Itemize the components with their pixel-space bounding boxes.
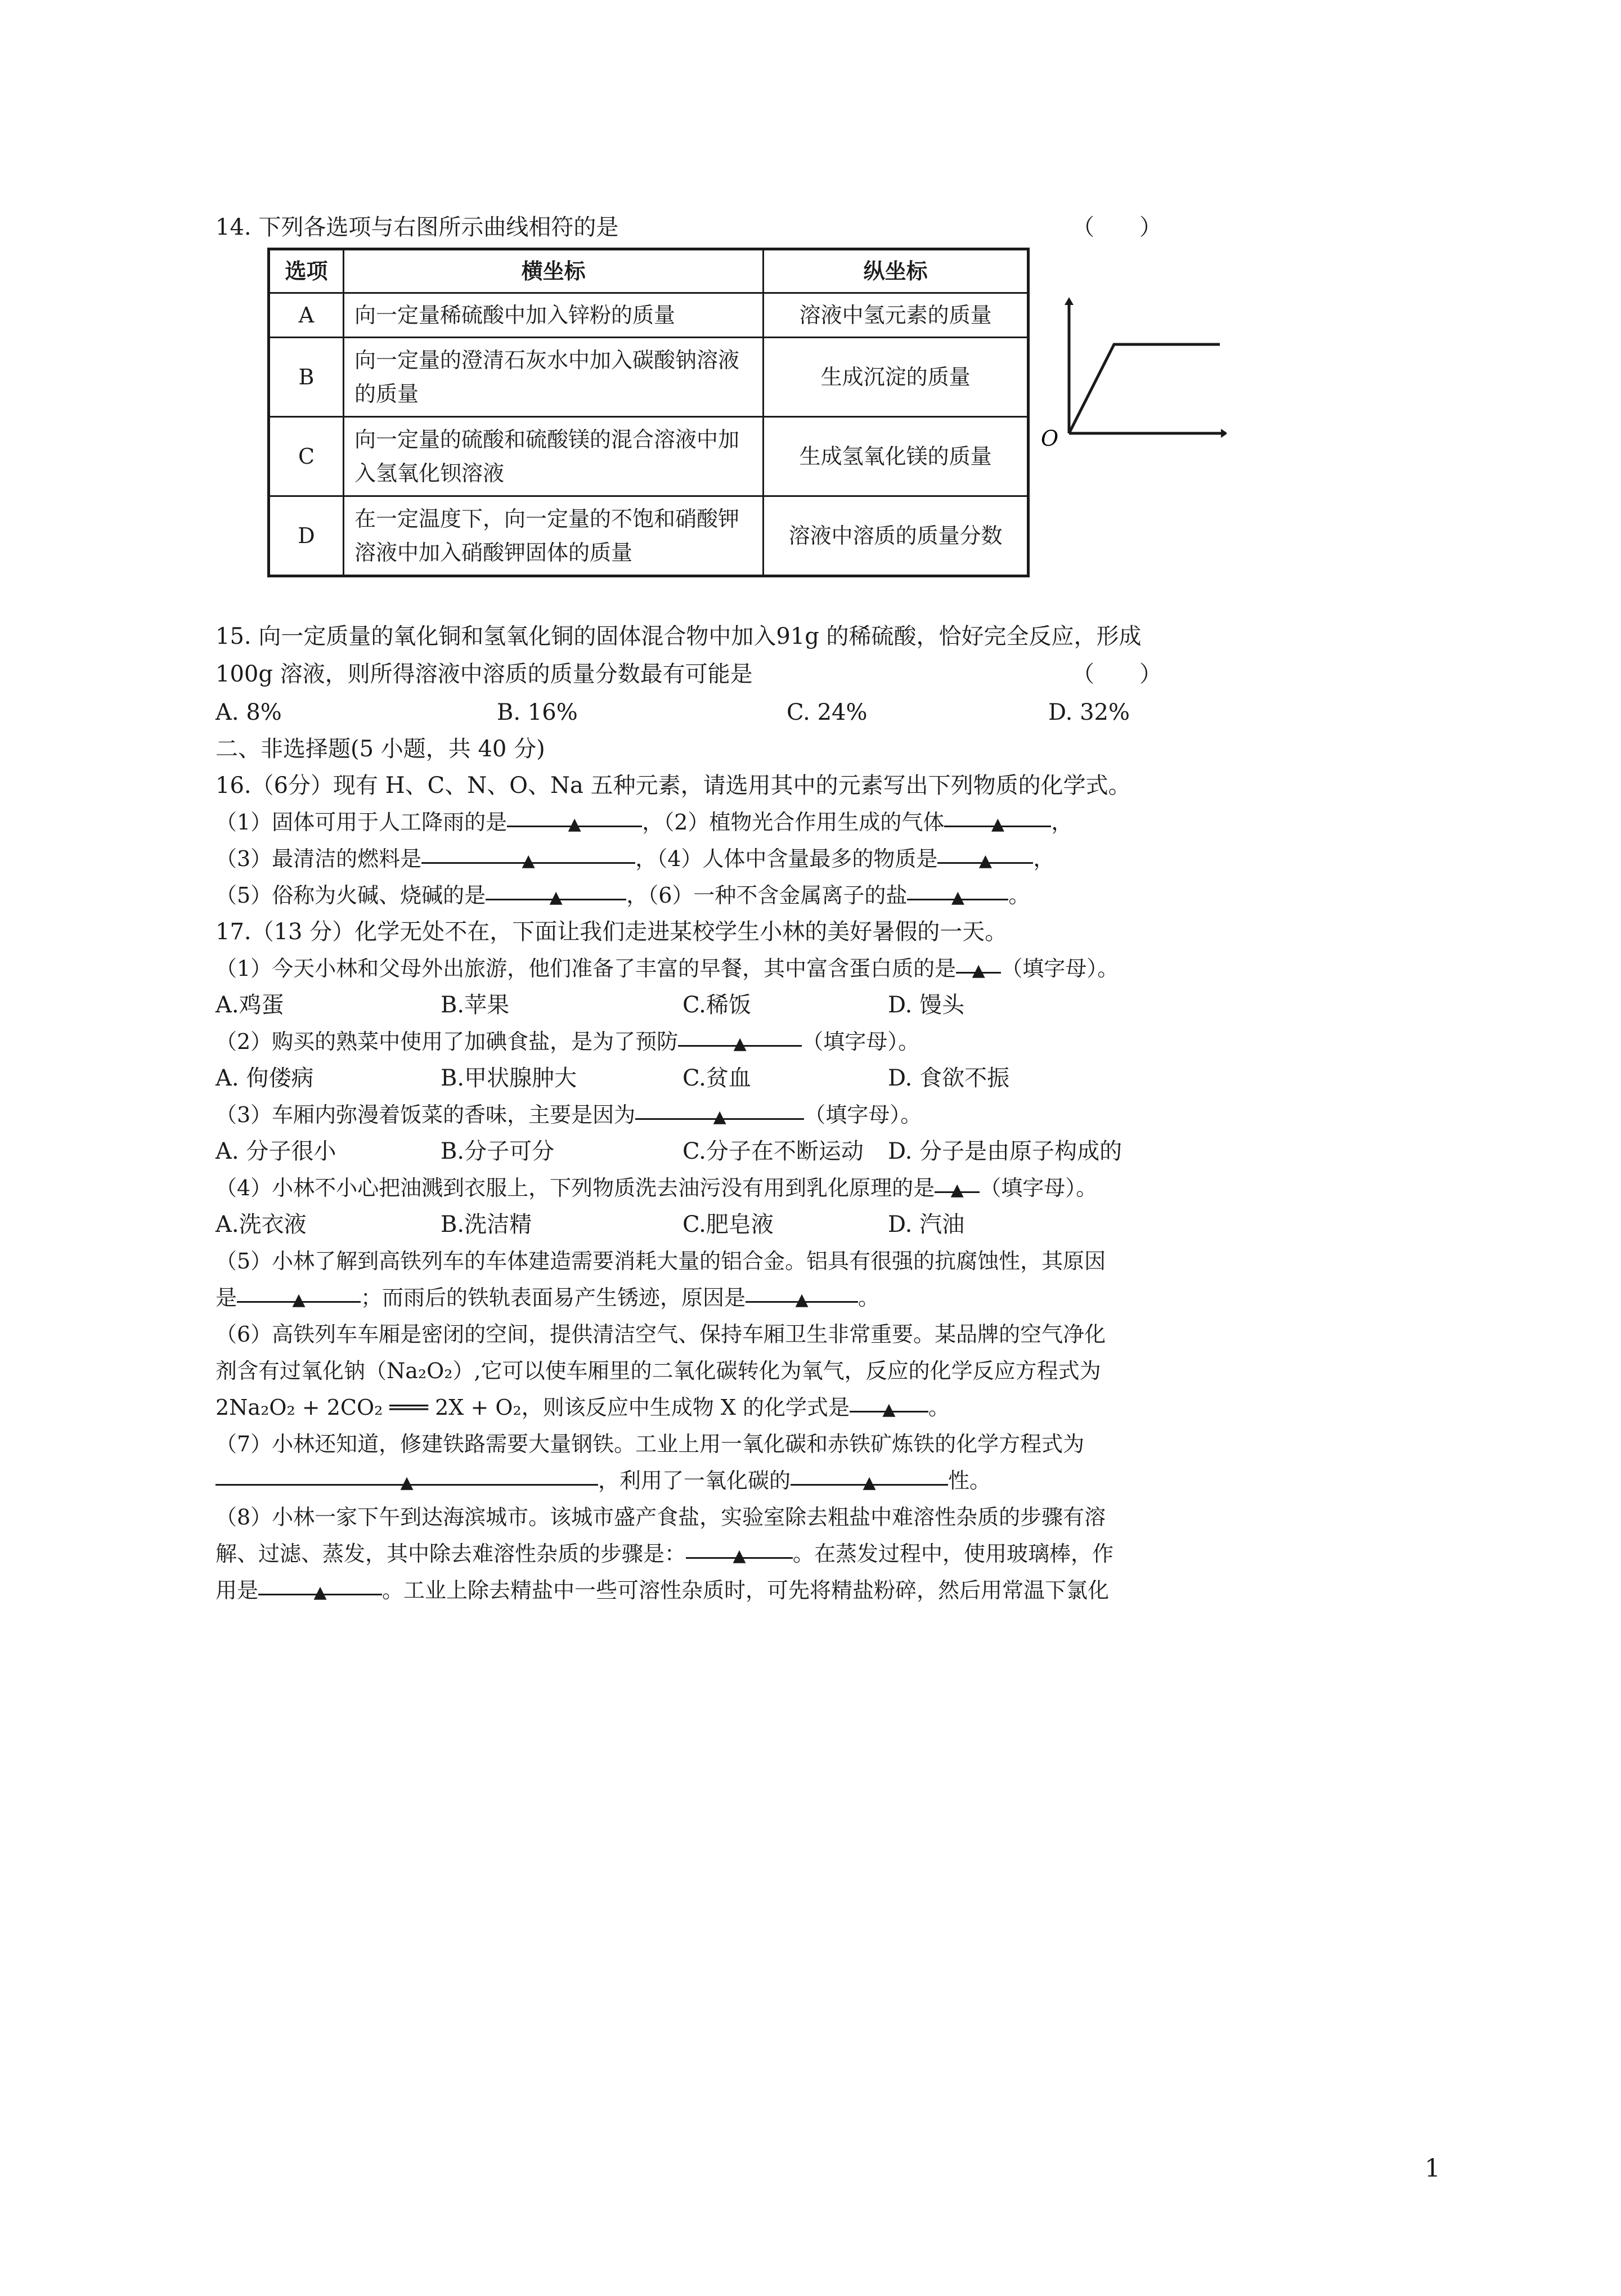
triangle-mark-icon: ▲ — [882, 1400, 896, 1419]
table-header-y-axis: 纵坐标 — [764, 249, 1029, 293]
y-axis-cell: 溶液中溶质的质量分数 — [764, 496, 1029, 576]
q15-stem-line1: 15. 向一定质量的氧化铜和氢氧化铜的固体混合物中加入91g 的稀硫酸，恰好完全反应，形成 — [215, 624, 1142, 649]
q17-sub3-tail: （填字母）。 — [804, 1102, 922, 1127]
q17-sub7-tail: 性。 — [948, 1468, 991, 1493]
triangle-mark-icon: ▲ — [733, 1034, 747, 1053]
triangle-mark-icon: ▲ — [978, 851, 992, 871]
triangle-mark-icon: ▲ — [713, 1107, 726, 1127]
choice-c: C. 24% — [787, 699, 868, 725]
q16-answer-blank-2[interactable] — [944, 808, 1051, 834]
q17-answer-blank-8b[interactable] — [258, 1576, 382, 1602]
triangle-mark-icon: ▲ — [549, 887, 563, 907]
punctuation: ， — [1033, 846, 1055, 871]
choice-d: D. 馒头 — [888, 992, 965, 1018]
option-label: D — [269, 496, 344, 576]
choice-b: B.甲状腺肿大 — [441, 1065, 577, 1091]
choice-a: A. 佝偻病 — [215, 1065, 314, 1091]
triangle-mark-icon: ▲ — [568, 814, 581, 834]
q17-sub6-equation: 2Na₂O₂ + 2CO₂ ═══ 2X + O₂，则该反应中生成物 X 的化学式是 — [215, 1395, 850, 1420]
choice-a: A. 8% — [215, 699, 282, 725]
choice-d: D. 汽油 — [888, 1212, 965, 1237]
q17-sub6-line1: （6）高铁列车车厢是密闭的空间，提供清洁空气、保持车厢卫生非常重要。某品牌的空气净化 — [215, 1322, 1106, 1347]
table-header-x-axis: 横坐标 — [344, 249, 764, 293]
q16-blank4-prompt: ，（4）人体中含量最多的物质是 — [635, 846, 938, 871]
page-number: 1 — [1425, 2154, 1440, 2183]
x-axis-cell: 向一定量稀硫酸中加入锌粉的质量 — [344, 293, 764, 338]
punctuation: 。 — [928, 1395, 950, 1420]
q17-sub8-line2 — [215, 1539, 1113, 1568]
option-label: B — [269, 338, 344, 417]
punctuation: ， — [1051, 810, 1073, 835]
q15-stem-line2: 100g 溶液，则所得溶液中溶质的质量分数最有可能是 — [215, 661, 753, 687]
q17-answer-blank-5b[interactable] — [746, 1283, 858, 1310]
choice-a: A.鸡蛋 — [215, 992, 284, 1018]
q17-sub8-prompt: 解、过滤、蒸发，其中除去难溶性杂质的步骤是： — [215, 1541, 686, 1566]
q16-line3 — [215, 881, 1030, 910]
q17-sub7-mid: ，利用了一氧化碳的 — [598, 1468, 791, 1493]
option-label: C — [269, 417, 344, 496]
section-heading: 二、非选择题(5 小题，共 40 分) — [215, 736, 545, 762]
q17-sub8-tail: 。工业上除去精盐中一些可溶性杂质时，可先将精盐粉碎，然后用常温下氯化 — [382, 1578, 1110, 1603]
q17-sub1 — [215, 954, 1119, 983]
q17-sub4 — [215, 1173, 1097, 1203]
triangle-mark-icon: ▲ — [400, 1473, 414, 1492]
q17-sub5-mid: ；而雨后的铁轨表面易产生锈迹，原因是 — [361, 1285, 746, 1310]
q17-sub4-tail: （填字母）。 — [980, 1176, 1098, 1200]
q17-sub8-line1: （8）小林一家下午到达海滨城市。该城市盛产食盐，实验室除去粗盐中难溶性杂质的步骤有溶 — [215, 1505, 1106, 1530]
q17-sub1-prompt: （1）今天小林和父母外出旅游，他们准备了丰富的早餐，其中富含蛋白质的是 — [215, 956, 957, 981]
table-row — [269, 293, 1029, 338]
q16-blank3-prompt: （3）最清洁的燃料是 — [215, 846, 422, 871]
q17-sub4-prompt: （4）小林不小心把油溅到衣服上，下列物质洗去油污没有用到乳化原理的是 — [215, 1176, 935, 1200]
x-axis-cell: 向一定量的硫酸和硫酸镁的混合溶液中加入氢氧化钡溶液 — [344, 417, 764, 496]
x-axis-cell: 向一定量的澄清石灰水中加入碳酸钠溶液的质量 — [344, 338, 764, 417]
q17-sub2-prompt: （2）购买的熟菜中使用了加碘食盐，是为了预防 — [215, 1029, 679, 1054]
q17-answer-blank-2[interactable] — [678, 1027, 802, 1053]
q16-answer-blank-6[interactable] — [907, 881, 1008, 907]
q17-sub1-tail: （填字母）。 — [1001, 956, 1119, 981]
table-row — [269, 417, 1029, 496]
y-axis-cell: 溶液中氢元素的质量 — [764, 293, 1029, 338]
q17-sub6-line2: 剂含有过氧化钠（Na₂O₂）,它可以使车厢里的二氧化碳转化为氧气，反应的化学反应方程式为 — [215, 1358, 1101, 1383]
choice-c: C.稀饭 — [682, 992, 751, 1018]
triangle-mark-icon: ▲ — [950, 1180, 964, 1200]
q17-sub2 — [215, 1027, 919, 1056]
choice-c: C.肥皂液 — [682, 1212, 774, 1237]
choice-d: D. 32% — [1048, 699, 1130, 725]
choice-d: D. 分子是由原子构成的 — [888, 1138, 1122, 1164]
q17-answer-blank-4[interactable] — [935, 1173, 980, 1200]
q16-answer-blank-4[interactable] — [937, 844, 1033, 871]
q16-line2 — [215, 844, 1054, 873]
triangle-mark-icon: ▲ — [795, 1290, 809, 1310]
triangle-mark-icon: ▲ — [951, 887, 964, 907]
table-row — [269, 496, 1029, 576]
table-row — [269, 338, 1029, 417]
q16-blank6-prompt: ，（6）一种不含金属离子的盐 — [626, 883, 908, 908]
choice-b: B.分子可分 — [441, 1138, 555, 1164]
q14-answer-paren: （ ） — [1072, 214, 1162, 240]
choice-a: A.洗衣液 — [215, 1212, 307, 1237]
triangle-mark-icon: ▲ — [522, 851, 535, 871]
q17-answer-blank-1[interactable] — [956, 954, 1001, 980]
choice-b: B.苹果 — [441, 992, 510, 1018]
q16-stem: 16.（6分）现有 H、C、N、O、Na 五种元素，请选用其中的元素写出下列物质的化学式。 — [215, 773, 1131, 799]
graph-origin-label: O — [1041, 426, 1059, 450]
q16-answer-blank-1[interactable] — [507, 808, 642, 834]
triangle-mark-icon: ▲ — [863, 1473, 876, 1492]
punctuation: 。 — [1008, 883, 1030, 908]
q15-answer-paren: （ ） — [1072, 661, 1162, 687]
choice-c: C.分子在不断运动 — [682, 1138, 864, 1164]
choice-c: C.贫血 — [682, 1065, 751, 1091]
choice-d: D. 食欲不振 — [888, 1065, 1010, 1091]
y-axis-arrow-icon — [1065, 297, 1074, 305]
table-header-option: 选项 — [269, 249, 344, 293]
q17-sub7-line1: （7）小林还知道，修建铁路需要大量钢铁。工业上用一氧化碳和赤铁矿炼铁的化学方程式为 — [215, 1432, 1085, 1456]
q17-answer-blank-7b[interactable] — [791, 1466, 948, 1492]
y-axis-cell: 生成沉淀的质量 — [764, 338, 1029, 417]
q17-sub5-line2 — [215, 1283, 879, 1312]
q16-blank2-prompt: ，（2）植物光合作用生成的气体 — [642, 810, 945, 835]
q16-blank1-prompt: （1）固体可用于人工降雨的是 — [215, 810, 508, 835]
choice-b: B. 16% — [497, 699, 578, 725]
triangle-mark-icon: ▲ — [733, 1546, 746, 1566]
triangle-mark-icon: ▲ — [292, 1290, 306, 1310]
q17-sub3-prompt: （3）车厢内弥漫着饭菜的香味，主要是因为 — [215, 1102, 636, 1127]
q17-sub2-tail: （填字母）。 — [802, 1029, 920, 1054]
q17-answer-blank-6[interactable] — [850, 1393, 928, 1419]
q17-answer-blank-3[interactable] — [635, 1100, 804, 1127]
q17-sub3 — [215, 1100, 922, 1129]
q17-sub8-line3 — [215, 1576, 1109, 1605]
triangle-mark-icon: ▲ — [972, 961, 985, 980]
q14-curve-graph — [1041, 293, 1227, 450]
q16-line1 — [215, 808, 1072, 837]
q17-sub8-prompt2: 用是 — [215, 1578, 259, 1603]
q17-answer-blank-8a[interactable] — [686, 1539, 793, 1566]
q16-blank5-prompt: （5）俗称为火碱、烧碱的是 — [215, 883, 486, 908]
option-label: A — [269, 293, 344, 338]
q17-sub8-mid: 。在蒸发过程中，使用玻璃棒，作 — [793, 1541, 1114, 1566]
q17-sub7-line2 — [215, 1466, 991, 1495]
q14-stem: 14. 下列各选项与右图所示曲线相符的是 — [215, 214, 619, 240]
q16-answer-blank-3[interactable] — [421, 844, 635, 871]
q17-sub5-prompt: 是 — [215, 1285, 237, 1310]
y-axis-cell: 生成氢氧化镁的质量 — [764, 417, 1029, 496]
curve-line — [1069, 344, 1220, 433]
q17-answer-blank-5a[interactable] — [237, 1283, 361, 1310]
triangle-mark-icon: ▲ — [991, 814, 1004, 834]
x-axis-arrow-icon — [1221, 429, 1227, 438]
x-axis-cell: 在一定温度下，向一定量的不饱和硝酸钾溶液中加入硝酸钾固体的质量 — [344, 496, 764, 576]
punctuation: 。 — [858, 1285, 880, 1310]
q17-sub5-line1: （5）小林了解到高铁列车的车体建造需要消耗大量的铝合金。铝具有很强的抗腐蚀性，其原因 — [215, 1249, 1106, 1273]
q16-answer-blank-5[interactable] — [486, 881, 626, 907]
choice-b: B.洗洁精 — [441, 1212, 532, 1237]
q17-stem: 17.（13 分）化学无处不在，下面让我们走进某校学生小林的美好暑假的一天。 — [215, 919, 1008, 945]
q17-answer-blank-7a[interactable] — [215, 1466, 598, 1492]
choice-a: A. 分子很小 — [215, 1138, 336, 1164]
triangle-mark-icon: ▲ — [313, 1582, 327, 1602]
q17-sub6-line3 — [215, 1393, 950, 1422]
q14-options-table — [267, 248, 1030, 577]
